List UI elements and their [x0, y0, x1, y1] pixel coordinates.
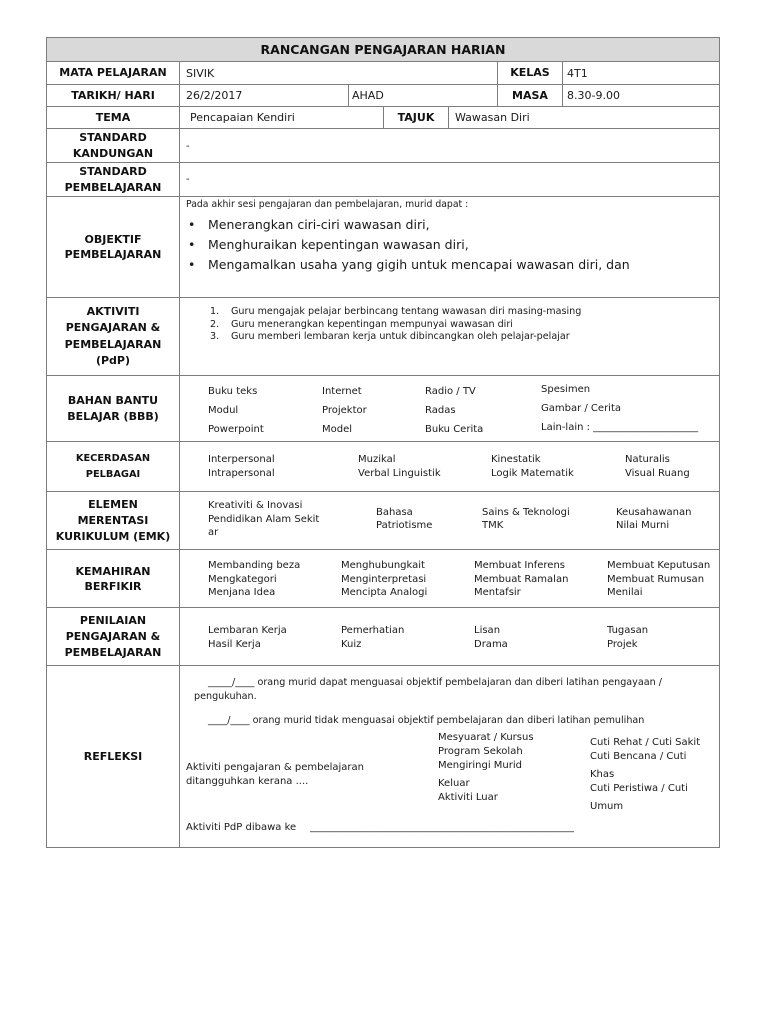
refleksi-label: REFLEKSI: [83, 749, 143, 763]
objektif-intro: Pada akhir sesi pengajaran dan pembelajaran, murid dapat :: [186, 199, 469, 210]
emk-item: Bahasa: [376, 507, 413, 518]
bbb-item: Buku Cerita: [425, 424, 484, 435]
emk-item: Sains & Teknologi: [482, 507, 570, 518]
refleksi-mastered-line: _____/____ orang murid dapat menguasai objektif pembelajaran dan diberi latihan pengayaan /: [208, 677, 662, 688]
refleksi-leave-reason: Cuti Peristiwa / Cuti: [590, 783, 688, 794]
refleksi-not-mastered-line: ____/____ orang murid tidak menguasai objektif pembelajaran dan diberi latihan pemulihan: [208, 715, 645, 726]
row-tema: [46, 107, 720, 129]
refleksi-carried-blank: _____________________________________________________: [310, 822, 574, 833]
kemahiran-item: Membanding beza: [208, 560, 301, 571]
kemahiran-item: Menginterpretasi: [341, 573, 427, 585]
objektif-item: Menerangkan ciri-ciri wawasan diri,: [208, 217, 430, 232]
row-standard-pembelajaran: [46, 163, 720, 197]
bullet-icon: •: [188, 257, 196, 272]
emk-item: Pendidikan Alam Sekit: [208, 514, 320, 525]
bbb-item: Projektor: [322, 405, 367, 416]
kemahiran-item: Mentafsir: [474, 587, 521, 598]
document-title: RANCANGAN PENGAJARAN HARIAN: [260, 41, 506, 57]
theme-label: TEMA: [95, 110, 131, 124]
kecerdasan-label: KECERDASAN PELBAGAI: [75, 452, 151, 480]
bbb-item: Radas: [425, 405, 456, 416]
time-value: 8.30-9.00: [562, 85, 719, 106]
kecerdasan-item: Logik Matematik: [491, 468, 574, 479]
aktiviti-step-number: 3.: [210, 331, 220, 342]
kemahiran-content: [179, 550, 719, 607]
kemahiran-item: Membuat Ramalan: [474, 573, 569, 585]
kemahiran-item: Membuat Inferens: [474, 560, 565, 571]
kecerdasan-content: [179, 442, 719, 491]
class-label: KELAS: [497, 62, 562, 84]
standard-kandungan-value: -: [186, 141, 190, 152]
refleksi-reason: Mengiringi Murid: [438, 760, 522, 771]
emk-item: Nilai Murni: [616, 520, 670, 531]
refleksi-postponed-text: Aktiviti pengajaran & pembelajaran: [186, 762, 364, 773]
refleksi-reason: Keluar: [438, 778, 470, 789]
aktiviti-label: AKTIVITI PENGAJARAN & PEMBELAJARAN (PdP): [64, 304, 162, 367]
penilaian-label: PENILAIAN PENGAJARAN & PEMBELAJARAN: [64, 613, 162, 659]
refleksi-reason: Program Sekolah: [438, 746, 523, 757]
penilaian-item: Pemerhatian: [341, 625, 405, 636]
kecerdasan-item: Visual Ruang: [625, 468, 690, 479]
aktiviti-step-number: 2.: [210, 318, 220, 330]
kemahiran-item: Mengkategori: [208, 573, 277, 585]
refleksi-leave-reason: Cuti Rehat / Cuti Sakit: [590, 737, 701, 748]
aktiviti-step-text: Guru memberi lembaran kerja untuk dibincangkan oleh pelajar-pelajar: [231, 331, 570, 342]
kemahiran-item: Membuat Keputusan: [607, 560, 711, 571]
aktiviti-step-text: Guru menerangkan kepentingan mempunyai wawasan diri: [231, 318, 513, 330]
penilaian-item: Lisan: [474, 625, 501, 636]
kemahiran-item: Menghubungkait: [341, 560, 425, 571]
bullet-icon: •: [188, 217, 196, 232]
kecerdasan-item: Kinestatik: [491, 454, 541, 465]
bbb-item: Radio / TV: [425, 386, 476, 397]
kemahiran-label: KEMAHIRAN BERFIKIR: [75, 564, 151, 593]
row-kecerdasan: [46, 442, 720, 492]
kecerdasan-item: Verbal Linguistik: [358, 468, 441, 479]
kemahiran-item: Membuat Rumusan: [607, 573, 705, 585]
topic-value: Wawasan Diri: [448, 107, 719, 128]
bbb-item: Gambar / Cerita: [541, 403, 622, 414]
refleksi-content: [179, 666, 719, 847]
aktiviti-content: [179, 298, 719, 375]
aktiviti-step-number: 1.: [210, 306, 220, 317]
emk-item: Patriotisme: [376, 520, 433, 531]
kecerdasan-item: Muzikal: [358, 454, 396, 465]
bullet-icon: •: [188, 237, 196, 252]
standard-pembelajaran-content: [179, 163, 719, 196]
penilaian-item: Kuiz: [341, 639, 362, 650]
row-refleksi: [46, 666, 720, 848]
row-standard-kandungan: [46, 129, 720, 163]
objektif-content: [179, 197, 719, 297]
penilaian-content: [179, 608, 719, 665]
subject-value: SIVIK: [179, 62, 497, 84]
refleksi-reason: Mesyuarat / Kursus: [438, 732, 534, 743]
standard-kandungan-label: STANDARD KANDUNGAN: [72, 130, 154, 160]
penilaian-item: Drama: [474, 639, 508, 650]
objektif-item: Mengamalkan usaha yang gigih untuk mencapai wawasan diri, dan: [208, 257, 630, 272]
row-mata-pelajaran: [46, 62, 720, 85]
emk-label: ELEMEN MERENTASI KURIKULUM (EMK): [55, 497, 171, 543]
row-bbb: [46, 376, 720, 442]
kecerdasan-item: Intrapersonal: [208, 468, 275, 479]
kemahiran-item: Menilai: [607, 587, 643, 598]
bbb-item: Internet: [322, 386, 362, 397]
title-row: [46, 37, 720, 62]
emk-item: Keusahawanan: [616, 507, 692, 518]
emk-item: TMK: [482, 520, 504, 531]
bbb-label: BAHAN BANTU BELAJAR (BBB): [67, 393, 159, 423]
theme-value: Pencapaian Kendiri: [179, 107, 383, 128]
emk-item: Kreativiti & Inovasi: [208, 500, 303, 511]
row-aktiviti: [46, 298, 720, 376]
bbb-item: Modul: [208, 405, 239, 416]
date-value: 26/2/2017: [179, 85, 348, 106]
refleksi-leave-reason: Cuti Bencana / Cuti: [590, 751, 687, 762]
penilaian-item: Lembaran Kerja: [208, 625, 287, 636]
bbb-item-other: Lain-lain : _____________________: [541, 422, 699, 433]
kecerdasan-item: Interpersonal: [208, 454, 275, 465]
refleksi-mastered-line: pengukuhan.: [194, 691, 257, 702]
standard-pembelajaran-value: -: [186, 174, 190, 185]
refleksi-leave-reason: Umum: [590, 801, 624, 812]
row-kemahiran: [46, 550, 720, 608]
bbb-item: Buku teks: [208, 386, 258, 397]
kemahiran-item: Menjana Idea: [208, 587, 276, 598]
row-objektif: [46, 197, 720, 298]
penilaian-item: Projek: [607, 639, 638, 650]
kecerdasan-item: Naturalis: [625, 454, 670, 465]
bbb-item: Model: [322, 424, 353, 435]
aktiviti-step-text: Guru mengajak pelajar berbincang tentang wawasan diri masing-masing: [231, 306, 582, 317]
standard-kandungan-content: [179, 129, 719, 162]
refleksi-reason: Aktiviti Luar: [438, 792, 498, 803]
day-value: AHAD: [348, 85, 497, 106]
objektif-label: OBJEKTIF PEMBELAJARAN: [64, 233, 162, 261]
row-penilaian: [46, 608, 720, 666]
subject-label: MATA PELAJARAN: [59, 66, 167, 79]
objektif-item: Menghuraikan kepentingan wawasan diri,: [208, 237, 469, 252]
row-tarikh: [46, 85, 720, 107]
date-label: TARIKH/ HARI: [71, 88, 155, 102]
kemahiran-item: Mencipta Analogi: [341, 587, 428, 598]
refleksi-carried-label: Aktiviti PdP dibawa ke: [186, 822, 297, 833]
class-value: 4T1: [562, 62, 719, 84]
row-emk: [46, 492, 720, 550]
refleksi-leave-reason: Khas: [590, 769, 615, 780]
bbb-item: Spesimen: [541, 384, 591, 395]
penilaian-item: Hasil Kerja: [208, 639, 261, 650]
bbb-item: Powerpoint: [208, 424, 264, 435]
standard-pembelajaran-label: STANDARD PEMBELAJARAN: [64, 164, 162, 194]
penilaian-item: Tugasan: [607, 625, 649, 636]
bbb-content: [179, 376, 719, 441]
emk-content: [179, 492, 719, 549]
emk-item: ar: [208, 527, 219, 538]
time-label: MASA: [497, 85, 562, 106]
topic-label: TAJUK: [383, 107, 448, 128]
refleksi-postponed-text: ditangguhkan kerana ....: [186, 776, 309, 787]
